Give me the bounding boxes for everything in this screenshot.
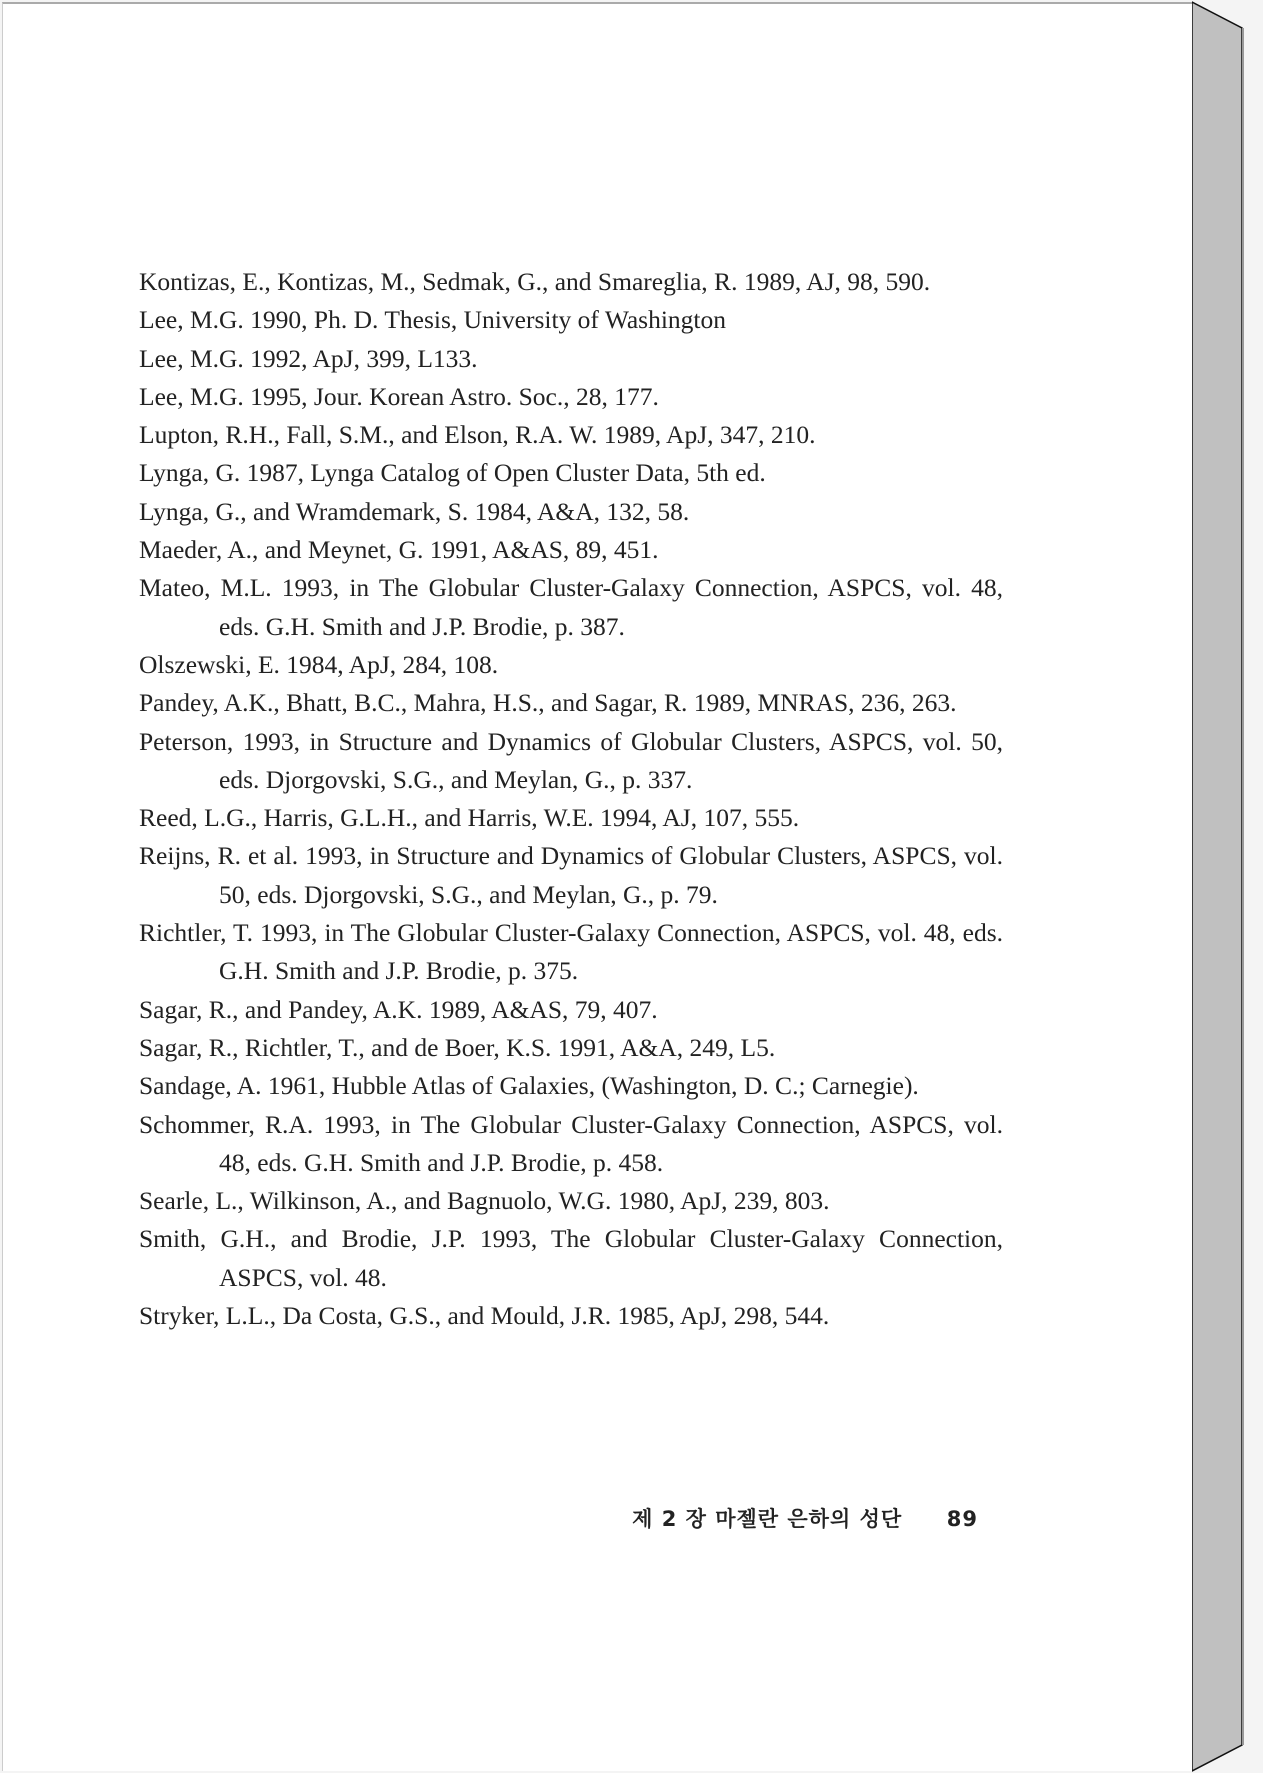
reference-entry: Mateo, M.L. 1993, in The Globular Cluster-Galaxy Connection, ASPCS, vol. 48, eds. G.H. Smith and J.P. Brodie, p. 387. [139,573,1003,641]
reference-entry: Peterson, 1993, in Structure and Dynamics of Globular Clusters, ASPCS, vol. 50, eds. Djorgovski, S.G., and Meylan, G., p. 337. [139,726,1003,794]
reference-entry: Lupton, R.H., Fall, S.M., and Elson, R.A. W. 1989, ApJ, 347, 210. [139,420,816,450]
reference-entry: Sagar, R., Richtler, T., and de Boer, K.S. 1991, A&A, 249, L5. [139,1032,776,1062]
reference-entry: Reed, L.G., Harris, G.L.H., and Harris, W.E. 1994, AJ, 107, 555. [139,803,800,833]
reference-entry: Pandey, A.K., Bhatt, B.C., Mahra, H.S., and Sagar, R. 1989, MNRAS, 236, 263. [139,688,957,718]
page-number: 89 [946,1507,978,1531]
page-footer [600,1503,978,1533]
reference-list [139,263,1003,1335]
reference-entry: Lynga, G., and Wramdemark, S. 1984, A&A, 132, 58. [139,496,690,526]
reference-entry: Lynga, G. 1987, Lynga Catalog of Open Cluster Data, 5th ed. [139,458,766,488]
page-edge-shading [1192,0,1244,1773]
reference-entry: Maeder, A., and Meynet, G. 1991, A&AS, 89, 451. [139,535,659,565]
reference-entry: Stryker, L.L., Da Costa, G.S., and Mould, J.R. 1985, ApJ, 298, 544. [139,1301,830,1331]
reference-entry: Smith, G.H., and Brodie, J.P. 1993, The Globular Cluster-Galaxy Connection, ASPCS, vol. 48. [139,1224,1003,1292]
reference-entry: Reijns, R. et al. 1993, in Structure and Dynamics of Globular Clusters, ASPCS, vol. 50, eds. Djorgovski, S.G., and Meylan, G., p. 79. [139,841,1003,909]
reference-entry: Olszewski, E. 1984, ApJ, 284, 108. [139,649,499,679]
reference-entry: Lee, M.G. 1990, Ph. D. Thesis, University of Washington [139,305,727,335]
reference-entry: Searle, L., Wilkinson, A., and Bagnuolo, W.G. 1980, ApJ, 239, 803. [139,1186,830,1216]
reference-entry: Sagar, R., and Pandey, A.K. 1989, A&AS, 79, 407. [139,994,658,1024]
reference-entry: Lee, M.G. 1995, Jour. Korean Astro. Soc., 28, 177. [139,381,659,411]
running-head: 제 2 장 마젤란 은하의 성단 [632,1507,903,1531]
reference-entry: Schommer, R.A. 1993, in The Globular Cluster-Galaxy Connection, ASPCS, vol. 48, eds. G.H. Smith and J.P. Brodie, p. 458. [139,1109,1003,1177]
reference-entry: Sandage, A. 1961, Hubble Atlas of Galaxies, (Washington, D. C.; Carnegie). [139,1071,919,1101]
reference-entry: Richtler, T. 1993, in The Globular Cluster-Galaxy Connection, ASPCS, vol. 48, eds. G.H. Smith and J.P. Brodie, p. 375. [139,918,1003,986]
reference-entry: Lee, M.G. 1992, ApJ, 399, L133. [139,343,478,373]
reference-entry: Kontizas, E., Kontizas, M., Sedmak, G., and Smareglia, R. 1989, AJ, 98, 590. [139,267,931,296]
